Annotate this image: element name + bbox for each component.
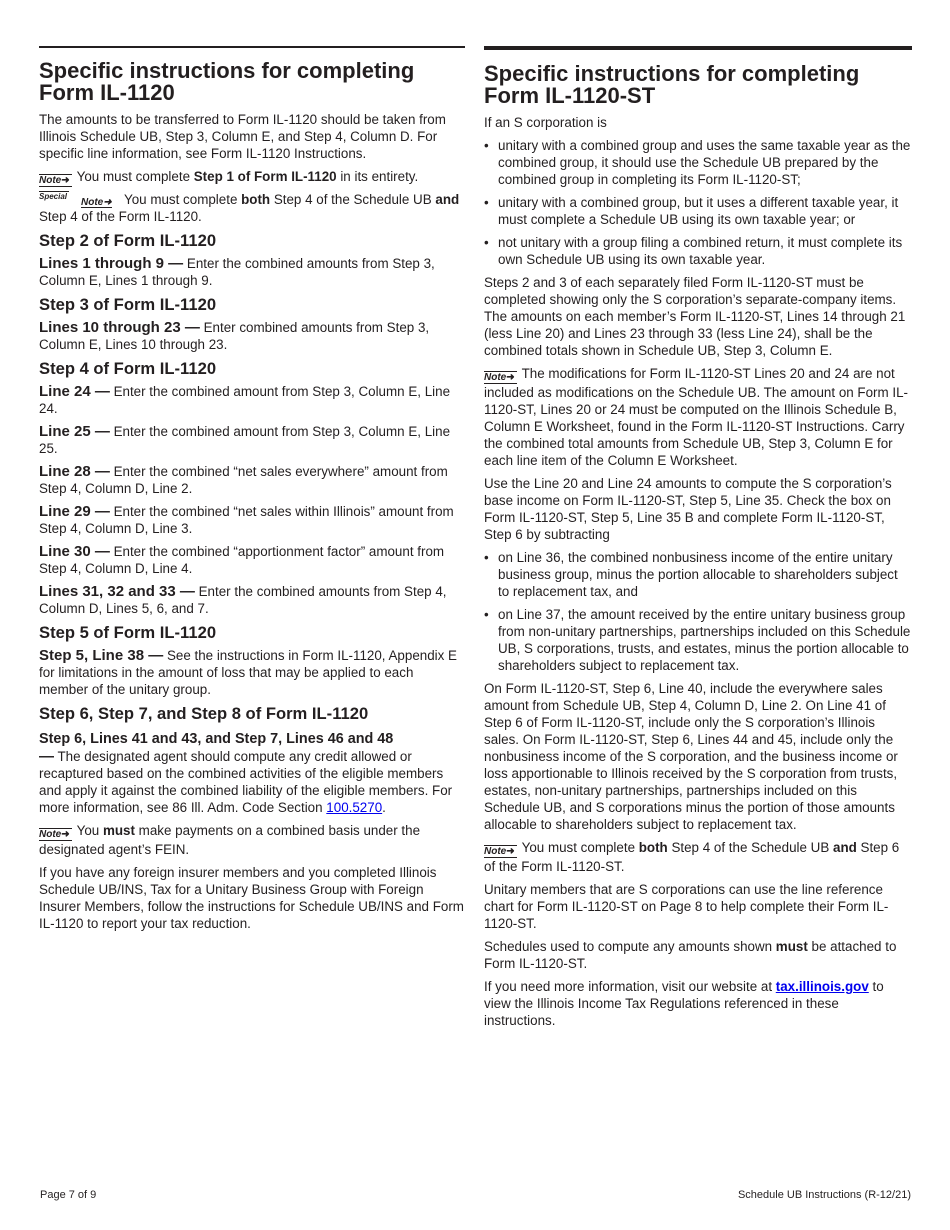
step2-lines: Lines 1 through 9 — Enter the combined amounts from Step 3, Column E, Lines 1 through 9. bbox=[39, 255, 435, 288]
step5-heading: Step 5 of Form IL-1120 bbox=[39, 623, 217, 642]
note-icon: Note➜ bbox=[39, 829, 70, 840]
document-id: Schedule UB Instructions (R-12/21) bbox=[737, 1189, 911, 1201]
schedules-text: Schedules used to compute any amounts shown must be attached to Form IL-1120-ST. bbox=[484, 939, 897, 971]
list-item: • on Line 37, the amount received by the entire unitary business group from non-unitary partnerships, partnerships included on this Schedule UB, S corporations, trusts, and estates, minus the portion allocable to shareholders subject to replacement tax. bbox=[484, 606, 912, 674]
note-complete-both: Note➜ You must complete both Step 4 of the Schedule UB and Step 6 of the Form IL-1120-ST. bbox=[484, 840, 900, 874]
website-link[interactable]: tax.illinois.gov bbox=[775, 979, 869, 994]
note-payments: Note➜ You must make payments on a combined basis under the designated agent’s FEIN. bbox=[39, 823, 421, 857]
left-column bbox=[39, 46, 465, 938]
list-item: • on Line 36, the combined nonbusiness income of the entire unitary business group, minus the portion allocable to shareholders subject to replacement tax, and bbox=[484, 549, 912, 600]
step6-subheading: Step 6, Lines 41 and 43, and Step 7, Lines 46 and 48 bbox=[39, 731, 394, 747]
lines31-33: Lines 31, 32 and 33 — Enter the combined amounts from Step 4, Column D, Lines 5, 6, and 7. bbox=[39, 583, 447, 616]
more-info-text: If you need more information, visit our website at tax.illinois.gov to view the Illinois Income Tax Regulations referenced in these instructions. bbox=[484, 979, 884, 1028]
note-icon: Note➜ bbox=[484, 372, 515, 383]
special-note: Special Note➜ You must complete both Step 4 of the Schedule UB and Step 4 of the Form IL-1120. bbox=[39, 192, 460, 224]
right-column bbox=[484, 46, 912, 1035]
line24: Line 24 — Enter the combined amount from Step 3, Column E, Line 24. bbox=[39, 383, 451, 416]
step6-credits: — The designated agent should compute any credit allowed or recaptured based on the combined activities of the eligible members and apply it against the combined liability of the eligible members. For more information, see 86 Ill. Adm. Code Section 100.5270. bbox=[39, 748, 453, 815]
s-corp-conditions-list bbox=[484, 137, 912, 268]
left-intro: The amounts to be transferred to Form IL-1120 should be taken from Illinois Schedule UB, Step 3, Column E, and Step 4, Column D. For specific line information, see Form IL-1120 Instructions. bbox=[39, 112, 446, 161]
subtraction-list bbox=[484, 549, 912, 674]
right-title: Specific instructions for completing Form IL-1120-ST bbox=[484, 61, 860, 108]
steps-2-3-text: Steps 2 and 3 of each separately filed Form IL-1120-ST must be completed showing only the S corporation’s separate-company items. The amounts on each member’s Form IL-1120-ST, Lines 14 through 21 (less Line 20) and Lines 23 through 33 (less Line 24), shall be the combined totals shown in Schedule UB, Step 3, Column E. bbox=[484, 275, 906, 358]
note-step1: Note➜ You must complete Step 1 of Form IL-1120 in its entirety. bbox=[39, 169, 419, 186]
line38: Step 5, Line 38 — See the instructions in Form IL-1120, Appendix E for limitations in the amount of loss that may be applied to each member of the unitary group. bbox=[39, 647, 457, 697]
foreign-insurer-text: If you have any foreign insurer members and you completed Illinois Schedule UB/INS, Tax for a Unitary Business Group with Foreign Insurer Members, follow the instructions for Schedule UB/INS and Form IL-1120 to report your tax reduction. bbox=[39, 865, 464, 931]
step3-lines: Lines 10 through 23 — Enter combined amounts from Step 3, Column E, Lines 10 through 23. bbox=[39, 319, 430, 352]
right-intro: If an S corporation is bbox=[484, 115, 607, 130]
left-title: Specific instructions for completing Form IL-1120 bbox=[39, 58, 415, 105]
use-lines-text: Use the Line 20 and Line 24 amounts to compute the S corporation’s base income on Form IL-1120-ST, Step 5, Line 35. Check the box on Form IL-1120-ST, Step 5, Line 35 B and complete Form IL-1120-ST, Step 6 by subtracting bbox=[484, 476, 892, 542]
list-item: • unitary with a combined group, but it uses a different taxable year, it must complete a Schedule UB using its own taxable year; or bbox=[484, 194, 912, 228]
unitary-members-text: Unitary members that are S corporations can use the line reference chart for Form IL-1120-ST on Page 8 to help complete their Form IL-1120-ST. bbox=[484, 882, 889, 931]
code-section-link[interactable]: 100.5270 bbox=[326, 800, 383, 815]
special-note-icon: Special Note➜ bbox=[39, 192, 112, 208]
note-modifications: Note➜ The modifications for Form IL-1120-ST Lines 20 and 24 are not included as modifications on the Schedule UB. The amount on Form IL-1120-ST, Lines 20 or 24 must be computed on the Illinois Schedule B, Column E Worksheet, found in the Form IL-1120-ST Instructions. Carry the combined total amounts from Schedule UB, Step 3, Column E for each line item of the Column E Worksheet. bbox=[484, 366, 909, 468]
line30: Line 30 — Enter the combined “apportionment factor” amount from Step 4, Column D, Line 4. bbox=[39, 543, 445, 576]
list-item: • unitary with a combined group and uses the same taxable year as the combined group, it should use the Schedule UB prepared by the combined group in completing its Form IL-1120-ST; bbox=[484, 137, 912, 188]
step4-heading: Step 4 of Form IL-1120 bbox=[39, 359, 217, 378]
list-item: • not unitary with a group filing a combined return, it must complete its own Schedule UB using its own taxable year. bbox=[484, 234, 912, 268]
line29: Line 29 — Enter the combined “net sales within Illinois” amount from Step 4, Column D, Line 3. bbox=[39, 503, 454, 536]
page-number: Page 7 of 9 bbox=[40, 1189, 97, 1201]
step3-heading: Step 3 of Form IL-1120 bbox=[39, 295, 217, 314]
line28: Line 28 — Enter the combined “net sales everywhere” amount from Step 4, Column D, Line 2. bbox=[39, 463, 448, 496]
note-icon: Note➜ bbox=[484, 846, 515, 857]
step2-heading: Step 2 of Form IL-1120 bbox=[39, 231, 217, 250]
step6-line40-text: On Form IL-1120-ST, Step 6, Line 40, include the everywhere sales amount from Schedule UB, Step 4, Column D, Line 2. On Line 41 of Step 6 of Form IL-1120-ST, include only the S corporation’s Illinois sales. On Form IL-1120-ST, Step 6, Lines 44 and 45, include only the nonbusiness income of the S corporation, and the business income or loss apportionable to Illinois received by the S corporation from trusts, estates, non-unitary partnerships, partnerships included on this Schedule UB, and S corporations minus the portion of those amounts allocable to shareholders subject to replacement tax. bbox=[484, 681, 898, 832]
note-icon: Note➜ bbox=[39, 175, 70, 186]
line25: Line 25 — Enter the combined amount from Step 3, Column E, Line 25. bbox=[39, 423, 451, 456]
step678-heading: Step 6, Step 7, and Step 8 of Form IL-1120 bbox=[39, 704, 369, 723]
